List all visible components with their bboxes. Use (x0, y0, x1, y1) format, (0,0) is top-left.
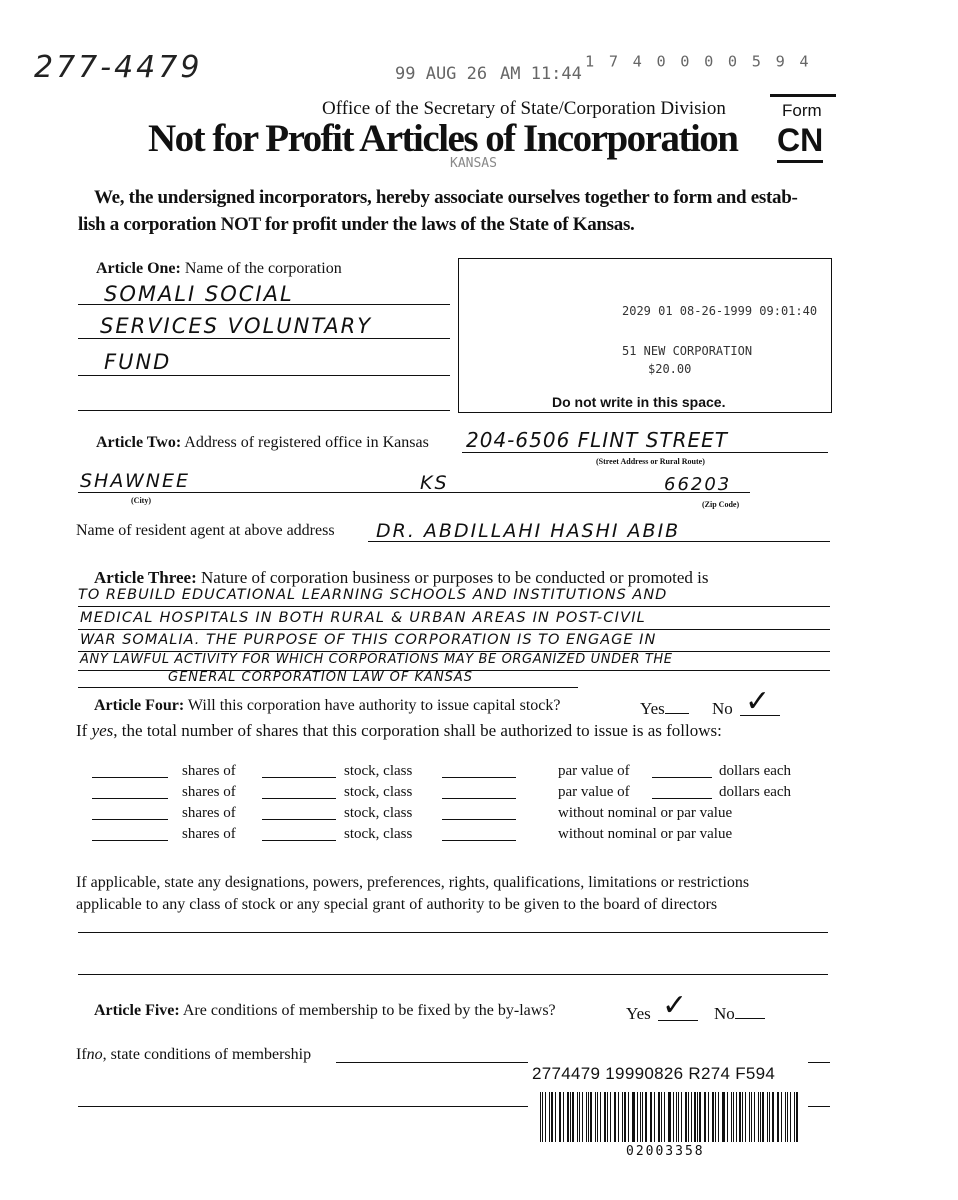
no-par-value-label: without nominal or par value (558, 826, 733, 842)
barcode-bar (785, 1092, 786, 1142)
barcode-bar (678, 1092, 679, 1142)
city-state-zip-rule (78, 492, 750, 493)
barcode-bar (555, 1092, 556, 1142)
barcode-bar (618, 1092, 619, 1142)
article-five-yes-option[interactable] (626, 1004, 651, 1024)
barcode-bar (718, 1092, 719, 1142)
barcode-bar (640, 1092, 641, 1142)
barcode-bar (559, 1092, 560, 1142)
barcode-bar (661, 1092, 662, 1142)
barcode-bar (542, 1092, 543, 1142)
street-rule (462, 452, 828, 453)
barcode-bar (664, 1092, 665, 1142)
shares-label: shares of (182, 826, 236, 842)
stock-class-label: stock, class (344, 805, 413, 821)
article-four-check-icon: ✓ (745, 684, 771, 719)
barcode-bar (697, 1092, 698, 1142)
barcode-bar (642, 1092, 643, 1142)
corp-name-rule-3 (78, 375, 450, 376)
barcode-bar (549, 1092, 550, 1142)
stock-type-blank[interactable] (262, 784, 336, 799)
purpose-line-4: ANY LAWFUL ACTIVITY FOR WHICH CORPORATIONS MAY BE ORGANIZED UNDER THE (80, 652, 673, 667)
article-two-heading (96, 434, 429, 452)
barcode-bar (772, 1092, 774, 1142)
barcode-bar (694, 1092, 695, 1142)
barcode-bar (736, 1092, 737, 1142)
stock-class-label: stock, class (344, 763, 413, 779)
if-no-prefix: If (76, 1046, 87, 1063)
barcode-bar (715, 1092, 716, 1142)
barcode-bar (723, 1092, 724, 1142)
barcode-bar (597, 1092, 598, 1142)
barcode-bar (628, 1092, 629, 1142)
barcode-bar (704, 1092, 705, 1142)
article-five-text: Are conditions of membership to be fixed by the by-laws? (182, 1002, 556, 1019)
stock-class-label: stock, class (344, 784, 413, 800)
article-four-no-option[interactable] (712, 699, 733, 719)
shares-label: shares of (182, 805, 236, 821)
barcode-bar (654, 1092, 655, 1142)
barcode-bar (673, 1092, 674, 1142)
zip-caption: (Zip Code) (702, 500, 740, 509)
barcode-bar (560, 1092, 561, 1142)
barcode-bar (610, 1092, 611, 1142)
shares-label: shares of (182, 763, 236, 779)
if-no-statement (76, 1046, 311, 1064)
barcode-bar (637, 1092, 638, 1142)
barcode-bar (745, 1092, 746, 1142)
barcode-bar (669, 1092, 670, 1142)
barcode-bar (739, 1092, 741, 1142)
barcode-bar (758, 1092, 759, 1142)
filing-sequence-stamp: 1 7 4 0 0 0 0 5 9 4 (585, 53, 812, 71)
if-yes-statement (76, 721, 722, 741)
stock-class-label: stock, class (344, 826, 413, 842)
barcode-bar (751, 1092, 752, 1142)
article-five-yes-label: Yes (626, 1004, 651, 1023)
purpose-rule-1 (78, 606, 830, 607)
barcode-bar (781, 1092, 782, 1142)
article-three-text: Nature of corporation business or purposes to be conducted or promoted is (201, 568, 709, 587)
barcode-bar (588, 1092, 589, 1142)
barcode-bar (668, 1092, 669, 1142)
designations-line-1: If applicable, state any designations, powers, preferences, rights, qualifications, limitations or restrictions (76, 874, 750, 891)
article-four-text: Will this corporation have authority to issue capital stock? (187, 697, 561, 714)
barcode-bar (572, 1092, 574, 1142)
shares-blank[interactable] (92, 763, 168, 778)
if-no-word: no (86, 1046, 103, 1063)
agent-rule (368, 541, 830, 542)
barcode-bar (760, 1092, 761, 1142)
resident-agent-name: DR. ABDILLAHI HASHI ABIB (376, 520, 681, 542)
shares-blank[interactable] (92, 826, 168, 841)
barcode-bar (586, 1092, 587, 1142)
barcode-bar (731, 1092, 732, 1142)
purpose-line-5: GENERAL CORPORATION LAW OF KANSAS (168, 670, 474, 685)
barcode-bar (705, 1092, 706, 1142)
barcode-bar (658, 1092, 660, 1142)
article-two-text: Address of registered office in Kansas (184, 434, 429, 451)
office-zip: 66203 (664, 474, 732, 495)
barcode-bar (794, 1092, 795, 1142)
barcode-bar (749, 1092, 750, 1142)
barcode-bar (778, 1092, 779, 1142)
barcode-bar (624, 1092, 626, 1142)
article-five-heading (94, 1002, 556, 1020)
office-heading: Office of the Secretary of State/Corporation Division (322, 98, 726, 119)
article-three-heading (94, 568, 709, 588)
barcode-bar (614, 1092, 615, 1142)
intro-line-2: lish a corporation NOT for profit under the laws of the State of Kansas. (78, 214, 635, 235)
article-four-yes-blank (665, 699, 689, 714)
barcode-bar (595, 1092, 596, 1142)
corp-name-line-1: SOMALI SOCIAL (104, 282, 294, 306)
article-five-no-option[interactable] (714, 1004, 765, 1024)
barcode-bar (733, 1092, 734, 1142)
barcode-bar (681, 1092, 682, 1142)
article-four-no-blank (740, 715, 780, 716)
class-blank[interactable] (442, 826, 516, 841)
barcode-bar (722, 1092, 723, 1142)
form-label: Form (782, 101, 822, 120)
article-five-label: Article Five: (94, 1002, 180, 1019)
barcode-bar (676, 1092, 677, 1142)
article-one-label: Article One: (96, 260, 181, 277)
if-no-text: , state conditions of membership (102, 1046, 312, 1063)
barcode-bar (688, 1092, 689, 1142)
article-one-heading (96, 260, 342, 278)
receipt-fee: $20.00 (648, 362, 692, 376)
handwritten-file-number: 277-4479 (34, 50, 203, 85)
membership-rule-2[interactable] (78, 1106, 528, 1107)
barcode-bar (699, 1092, 700, 1142)
article-four-label: Article Four: (94, 697, 185, 714)
corp-name-rule-2 (78, 338, 450, 339)
barcode-bar (615, 1092, 616, 1142)
receipt-line: 2029 01 08-26-1999 09:01:40 (622, 304, 818, 318)
barcode-bar (650, 1092, 651, 1142)
barcode-bar (590, 1092, 591, 1142)
barcode-bar (632, 1092, 633, 1142)
form-code: CN (777, 120, 823, 163)
barcode-bar (582, 1092, 583, 1142)
barcode-bar (767, 1092, 768, 1142)
office-city: SHAWNEE (80, 470, 191, 492)
office-state: KS (420, 472, 449, 494)
article-five-yes-blank (658, 1020, 698, 1021)
barcode-number: 02003358 (626, 1144, 705, 1159)
barcode-bar (622, 1092, 623, 1142)
stock-type-blank[interactable] (262, 805, 336, 820)
article-four-yes-label: Yes (640, 699, 665, 718)
membership-rule-2-end (808, 1106, 830, 1107)
shares-blank[interactable] (92, 784, 168, 799)
barcode-bar (551, 1092, 553, 1142)
article-four-no-label: No (712, 699, 733, 718)
barcode-bar (633, 1092, 634, 1142)
barcode-bar (579, 1092, 580, 1142)
designations-rule-1[interactable] (78, 932, 828, 933)
barcode-bar (742, 1092, 743, 1142)
barcode-bar (567, 1092, 568, 1142)
corp-name-line-2: SERVICES VOLUNTARY (100, 314, 373, 338)
par-value-blank[interactable] (652, 784, 712, 799)
barcode-bar (540, 1092, 541, 1142)
membership-rule-1-end (808, 1062, 830, 1063)
agent-label: Name of resident agent at above address (76, 522, 335, 539)
class-blank[interactable] (442, 763, 516, 778)
article-five-no-blank (735, 1004, 765, 1019)
office-use-note: Do not write in this space. (552, 394, 726, 410)
if-yes-text: , the total number of shares that this corporation shall be authorized to issue is as follows: (113, 721, 722, 740)
barcode-bar (769, 1092, 770, 1142)
barcode-bar (708, 1092, 709, 1142)
barcode-bar (712, 1092, 714, 1142)
corp-name-rule-4 (78, 410, 450, 411)
corp-name-line-3: FUND (104, 350, 172, 374)
article-five-check-icon: ✓ (662, 988, 688, 1023)
page-title: Not for Profit Articles of Incorporation (148, 117, 738, 160)
article-one-text: Name of the corporation (184, 260, 342, 277)
dollars-each-label: dollars each (719, 763, 792, 779)
barcode-bar (545, 1092, 546, 1142)
barcode-bar (604, 1092, 606, 1142)
article-two-label: Article Two: (96, 434, 182, 451)
barcode-bar (727, 1092, 728, 1142)
office-use-box (458, 258, 832, 413)
barcode-bar (796, 1092, 798, 1142)
par-value-blank[interactable] (652, 763, 712, 778)
designations-rule-2[interactable] (78, 974, 828, 975)
barcode-bar (570, 1092, 571, 1142)
intro-line-1: We, the undersigned incorporators, hereby associate ourselves together to form and estab- (94, 187, 798, 208)
article-five-no-label: No (714, 1004, 735, 1023)
filing-time-stamp: AM 11:44 (500, 64, 582, 84)
membership-rule-1[interactable] (336, 1062, 528, 1063)
shares-label: shares of (182, 784, 236, 800)
kansas-stamp: KANSAS (450, 156, 497, 171)
purpose-line-2: MEDICAL HOSPITALS IN BOTH RURAL & URBAN AREAS IN POST-CIVIL (80, 610, 646, 626)
no-par-value-label: without nominal or par value (558, 805, 733, 821)
form-label-rule (770, 94, 836, 97)
barcode-bar (651, 1092, 652, 1142)
purpose-rule-2 (78, 629, 830, 630)
par-value-label: par value of (558, 763, 630, 779)
if-yes-prefix: If (76, 721, 88, 740)
barcode-bar (577, 1092, 578, 1142)
article-four-yes-option[interactable] (640, 699, 689, 719)
corp-name-rule-1 (78, 304, 450, 305)
barcode-bar (685, 1092, 687, 1142)
barcode-bar (777, 1092, 778, 1142)
stock-type-blank[interactable] (262, 826, 336, 841)
purpose-line-1: TO REBUILD EDUCATIONAL LEARNING SCHOOLS AND INSTITUTIONS AND (78, 587, 668, 603)
article-three-label: Article Three: (94, 568, 197, 587)
barcode-bar (762, 1092, 763, 1142)
city-caption: (City) (131, 496, 151, 505)
barcode-bar (607, 1092, 608, 1142)
purpose-rule-5 (78, 687, 578, 688)
if-yes-word: yes (91, 721, 114, 740)
par-value-label: par value of (558, 784, 630, 800)
barcode-bar (600, 1092, 601, 1142)
filing-date-stamp: 99 AUG 26 (395, 64, 488, 84)
barcode-bar (691, 1092, 692, 1142)
street-caption: (Street Address or Rural Route) (596, 457, 705, 466)
barcode (540, 1092, 800, 1142)
receipt-type: 51 NEW CORPORATION (622, 344, 753, 358)
barcode-bar (790, 1092, 791, 1142)
barcode-bar (754, 1092, 755, 1142)
dollars-each-label: dollars each (719, 784, 792, 800)
barcode-bar (563, 1092, 564, 1142)
barcode-bar (787, 1092, 788, 1142)
stock-type-blank[interactable] (262, 763, 336, 778)
designations-line-2: applicable to any class of stock or any special grant of authority to be given to the board of directors (76, 896, 718, 913)
barcode-reference: 2774479 19990826 R274 F594 (532, 1064, 776, 1083)
article-four-heading (94, 697, 561, 715)
office-street: 204-6506 FLINT STREET (466, 428, 729, 452)
purpose-line-3: WAR SOMALIA. THE PURPOSE OF THIS CORPORATION IS TO ENGAGE IN (80, 632, 657, 648)
shares-blank[interactable] (92, 805, 168, 820)
barcode-bar (645, 1092, 646, 1142)
class-blank[interactable] (442, 784, 516, 799)
class-blank[interactable] (442, 805, 516, 820)
